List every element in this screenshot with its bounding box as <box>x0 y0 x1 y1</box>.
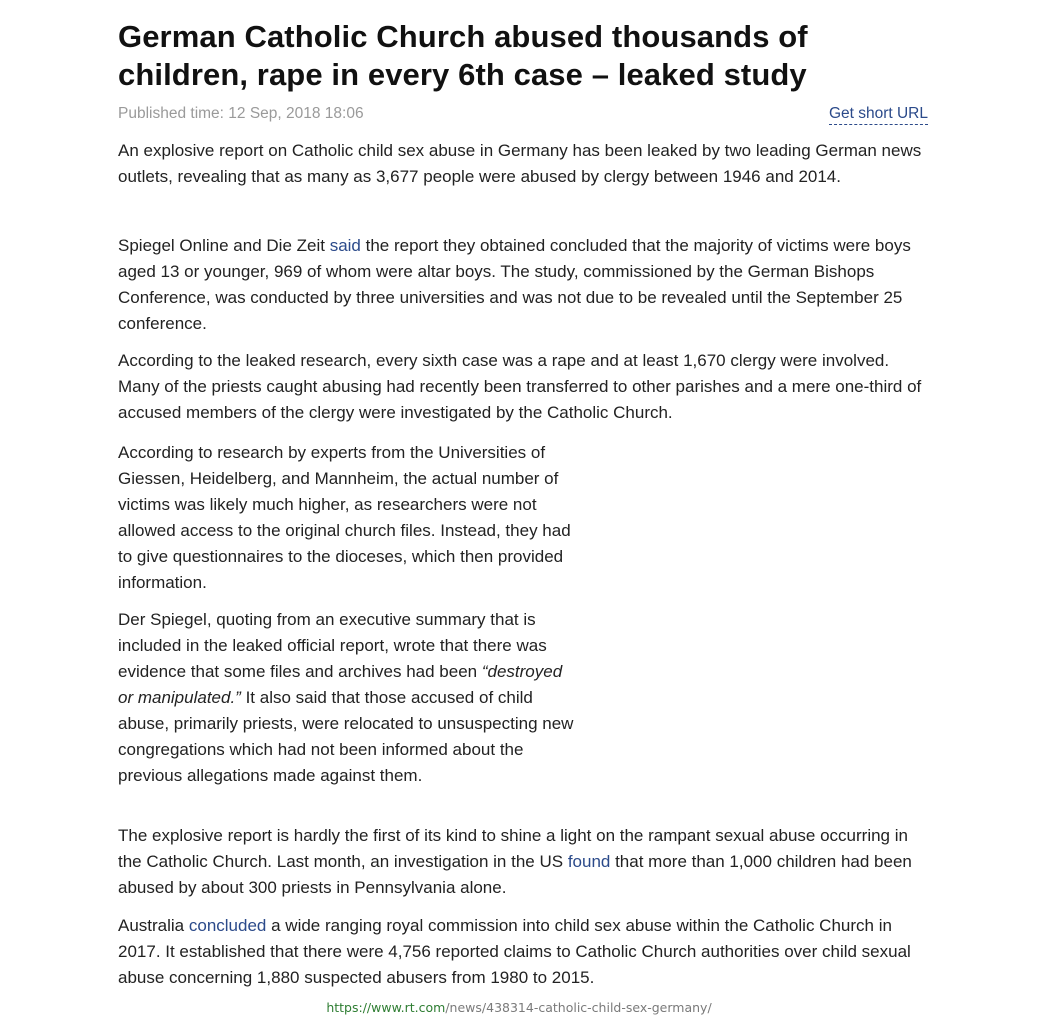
paragraph-6-text-a: The explosive report is hardly the first of its kind to shine a light on the rampant sexual abuse occurring in the Catholic Church. Last month, an investigation in the US <box>118 826 908 871</box>
said-link[interactable]: said <box>329 236 361 255</box>
paragraph-6 <box>118 823 930 901</box>
found-link[interactable]: found <box>567 852 611 871</box>
paragraph-6-text-b: that more than 1,000 children had been abused by about 300 priests in Pennsylvania alone. <box>118 852 912 897</box>
paragraph-3: According to the leaked research, every sixth case was a rape and at least 1,670 clergy were involved. Many of the priests caught abusing had recently been transferred to other parishes and a mere one-third of accused members of the clergy were investigated by the Catholic Church. <box>118 351 922 422</box>
source-url <box>0 998 1038 1018</box>
paragraph-2-text-a: Spiegel Online and Die Zeit <box>118 236 330 255</box>
article-header <box>118 18 930 126</box>
article-meta <box>118 102 930 126</box>
paragraph-5-text-a: Der Spiegel, quoting from an executive summary that is included in the leaked official report, wrote that there was evidence that some files and archives had been <box>118 610 547 681</box>
paragraph-4: According to research by experts from the Universities of Giessen, Heidelberg, and Mannheim, the actual number of victims was likely much higher, as researchers were not allowed access to the original church files. Instead, they had to give questionnaires to the dioceses, which then provided information. <box>118 443 571 592</box>
paragraph-1: An explosive report on Catholic child sex abuse in Germany has been leaked by two leading German news outlets, revealing that as many as 3,677 people were abused by clergy between 1946 and 2014. <box>118 141 922 186</box>
get-short-url-link[interactable]: Get short URL <box>829 102 928 125</box>
paragraph-5 <box>118 607 578 789</box>
paragraph-2-text-b: the report they obtained concluded that the majority of victims were boys aged 13 or younger, 969 of whom were altar boys. The study, commissioned by the German Bishops Conference, was conducted by three universities and was not due to be revealed until the September 25 conference. <box>118 236 911 333</box>
paragraph-7 <box>118 913 930 991</box>
paragraph-5-text-b: It also said that those accused of child abuse, primarily priests, were relocated to unsuspecting new congregations which had not been informed about the previous allegations made against them. <box>118 688 574 785</box>
source-url-host: https://www.rt.com <box>326 1000 446 1015</box>
concluded-link[interactable]: concluded <box>188 916 267 935</box>
article-title: German Catholic Church abused thousands of children, rape in every 6th case – leaked study <box>118 19 808 92</box>
quote-destroyed: “destroyed or manipulated.” <box>118 662 563 707</box>
paragraph-2 <box>118 233 930 337</box>
paragraph-7-text-a: Australia <box>118 916 189 935</box>
paragraph-7-text-b: a wide ranging royal commission into child sex abuse within the Catholic Church in 2017. It established that there were 4,756 reported claims to Catholic Church authorities over child sexual abuse concerning 1,880 suspected abusers from 1980 to 2015. <box>118 916 911 987</box>
published-time: Published time: 12 Sep, 2018 18:06 <box>118 105 364 122</box>
source-url-path: /news/438314-catholic-child-sex-germany/ <box>445 1000 712 1015</box>
